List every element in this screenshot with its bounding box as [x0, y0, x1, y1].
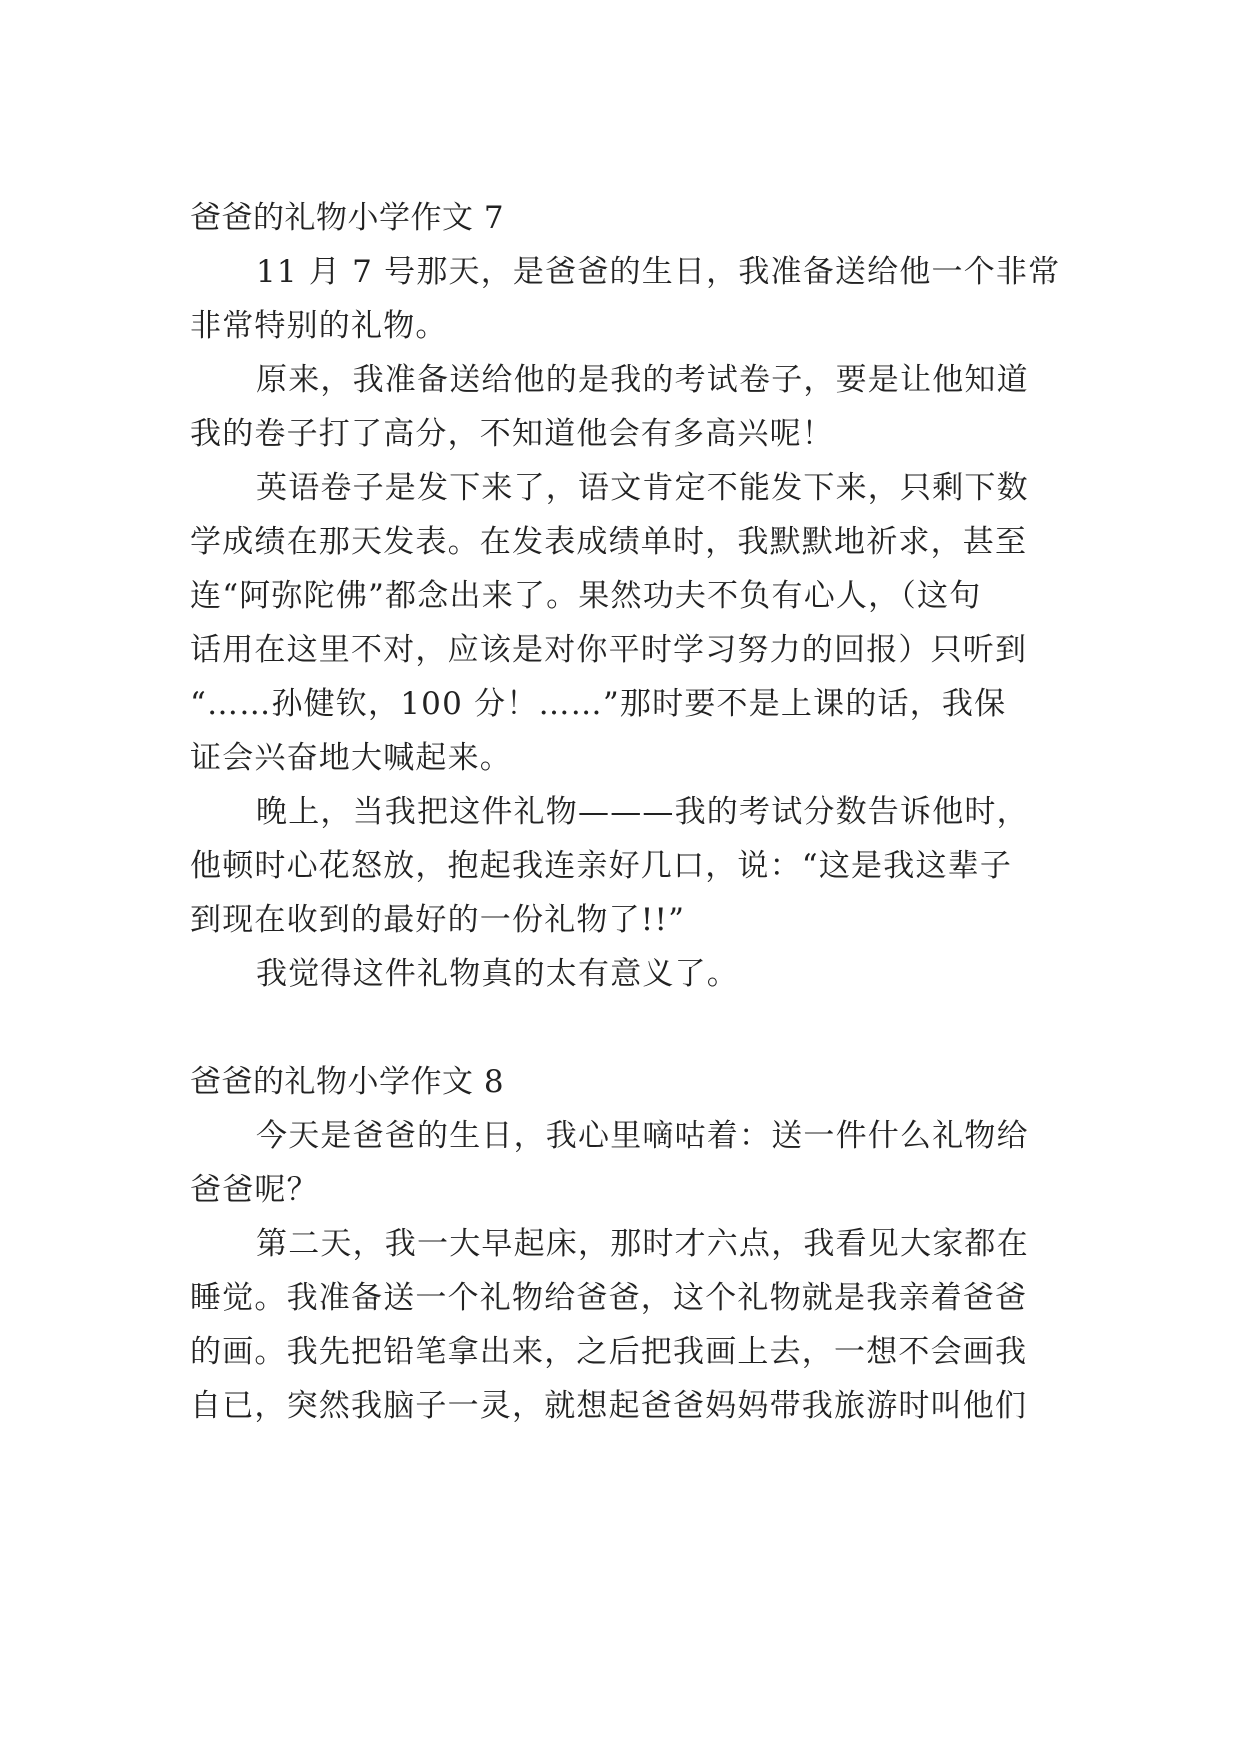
paragraph-line: 非常特别的礼物。 [190, 308, 448, 344]
paragraph-line: 连“阿弥陀佛”都念出来了。果然功夫不负有心人，（这句 [190, 578, 982, 614]
paragraph-line: 话用在这里不对，应该是对你平时学习努力的回报）只听到 [190, 632, 1028, 668]
essay-title-7: 爸爸的礼物小学作文 7 [190, 200, 505, 236]
paragraph-line: 晚上，当我把这件礼物———我的考试分数告诉他时， [256, 794, 1029, 830]
paragraph-line: 第二天，我一大早起床，那时才六点，我看见大家都在 [256, 1226, 1029, 1262]
paragraph-line: 到现在收到的最好的一份礼物了!!” [190, 902, 686, 938]
paragraph-line: 英语卷子是发下来了，语文肯定不能发下来，只剩下数 [256, 470, 1029, 506]
paragraph-line: 他顿时心花怒放，抱起我连亲好几口，说：“这是我这辈子 [190, 848, 1013, 884]
paragraph-line: 我的卷子打了高分，不知道他会有多高兴呢！ [190, 416, 834, 452]
paragraph-line: 我觉得这件礼物真的太有意义了。 [256, 956, 739, 992]
paragraph-line: 今天是爸爸的生日，我心里嘀咕着：送一件什么礼物给 [256, 1118, 1029, 1154]
essay-title-8: 爸爸的礼物小学作文 8 [190, 1064, 505, 1100]
paragraph-line: 证会兴奋地大喊起来。 [190, 740, 512, 776]
paragraph-line: 11 月 7 号那天，是爸爸的生日，我准备送给他一个非常 [256, 254, 1061, 290]
paragraph-line: 原来，我准备送给他的是我的考试卷子，要是让他知道 [256, 362, 1029, 398]
paragraph-line: 睡觉。我准备送一个礼物给爸爸，这个礼物就是我亲着爸爸 [190, 1280, 1028, 1316]
paragraph-line: 自已，突然我脑子一灵，就想起爸爸妈妈带我旅游时叫他们 [190, 1388, 1028, 1424]
paragraph-line: 学成绩在那天发表。在发表成绩单时，我默默地祈求，甚至 [190, 524, 1028, 560]
paragraph-line: 爸爸呢？ [190, 1172, 319, 1208]
paragraph-line: “……孙健钦，100 分！……”那时要不是上课的话，我保 [190, 686, 1007, 722]
paragraph-line: 的画。我先把铅笔拿出来，之后把我画上去，一想不会画我 [190, 1334, 1028, 1370]
